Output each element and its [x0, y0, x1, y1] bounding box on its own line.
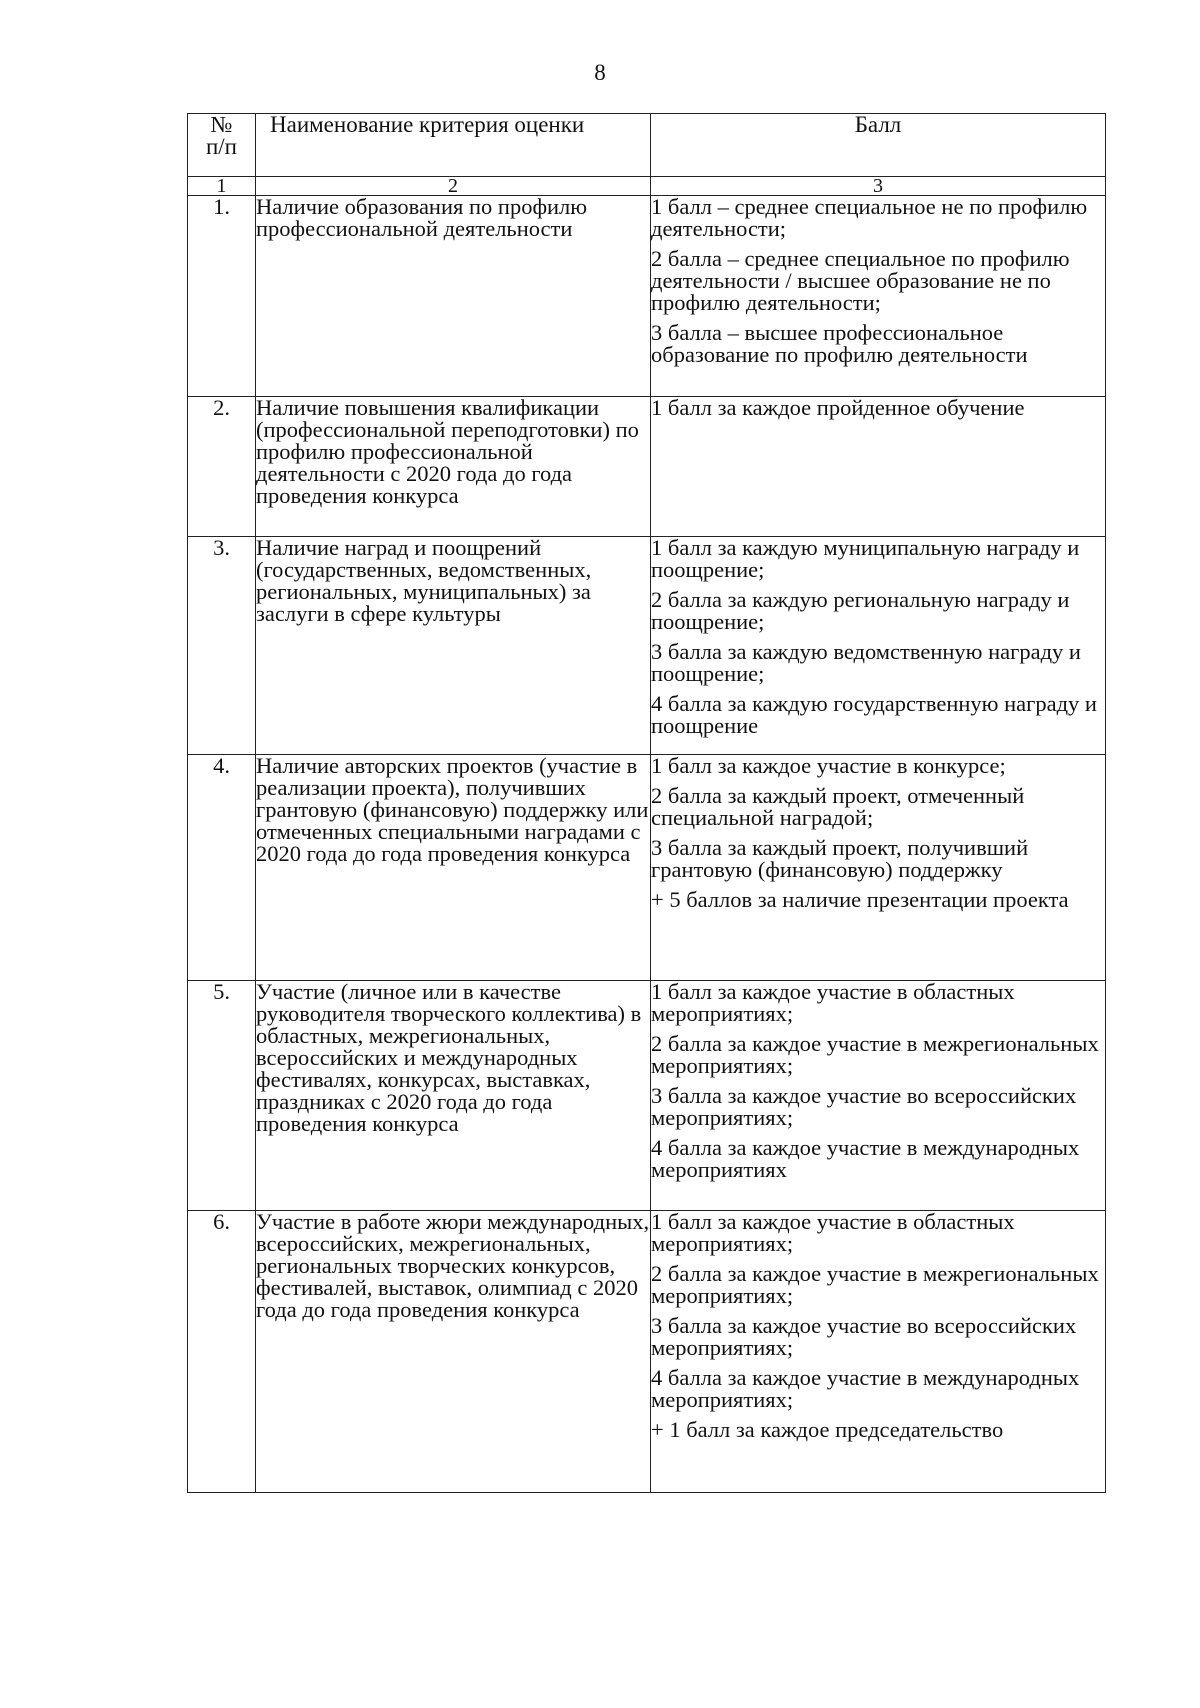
row-number: 1.: [188, 196, 256, 397]
score-cell: [651, 755, 1106, 981]
criterion-name: Наличие повышения квалификации (профессиональной переподготовки) по профилю профессиональной деятельности с 2020 года до года проведения конкурса: [256, 397, 651, 537]
score-cell: [651, 196, 1106, 397]
score-line: 1 балл за каждое участие в областных мероприятиях;: [651, 1209, 1015, 1256]
row-number: 3.: [188, 537, 256, 755]
score-line: 3 балла за каждое участие во всероссийских мероприятиях;: [651, 1313, 1077, 1360]
table-row: [188, 537, 1106, 755]
table-header-row: [188, 114, 1106, 177]
score-line: 1 балл за каждую муниципальную награду и поощрение;: [651, 535, 1080, 582]
header-score: Балл: [651, 114, 1106, 177]
score-line: 2 балла – среднее специальное по профилю деятельности / высшее образование не по профилю деятельности;: [651, 246, 1070, 315]
score-cell: [651, 537, 1106, 755]
row-number: 4.: [188, 755, 256, 981]
table-row: [188, 981, 1106, 1211]
row-number: 2.: [188, 397, 256, 537]
score-line: 4 балла за каждую государственную награду и поощрение: [651, 691, 1097, 738]
row-number: 5.: [188, 981, 256, 1211]
score-line: 2 балла за каждое участие в межрегиональных мероприятиях;: [651, 1261, 1099, 1308]
table-row: [188, 397, 1106, 537]
page-number: 8: [594, 60, 606, 85]
row-number: 6.: [188, 1211, 256, 1493]
table-row: [188, 755, 1106, 981]
criterion-name: Участие в работе жюри международных, всероссийских, межрегиональных, региональных творческих конкурсов, фестивалей, выставок, олимпиад с 2020 года до года проведения конкурса: [256, 1211, 651, 1493]
score-line: 3 балла за каждое участие во всероссийских мероприятиях;: [651, 1083, 1077, 1130]
score-cell: [651, 397, 1106, 537]
score-cell: [651, 1211, 1106, 1493]
table-row: [188, 196, 1106, 397]
score-line: 1 балл за каждое участие в конкурсе;: [651, 753, 1006, 778]
header-number: № п/п: [188, 114, 256, 177]
score-line: 2 балла за каждый проект, отмеченный специальной наградой;: [651, 783, 1025, 830]
score-line: 3 балла за каждую ведомственную награду и поощрение;: [651, 639, 1081, 686]
criterion-name: Участие (личное или в качестве руководителя творческого коллектива) в областных, межрегиональных, всероссийских и международных фестивалях, конкурсах, выставках, праздниках с 2020 года до года проведения конкурса: [256, 981, 651, 1211]
score-line: 1 балл за каждое участие в областных мероприятиях;: [651, 979, 1015, 1026]
column-number: 1: [188, 177, 256, 196]
score-cell: [651, 981, 1106, 1211]
criterion-name: Наличие наград и поощрений (государственных, ведомственных, региональных, муниципальных) за заслуги в сфере культуры: [256, 537, 651, 755]
criteria-table: [187, 113, 1106, 1493]
column-number-row: [188, 177, 1106, 196]
score-line: 3 балла – высшее профессиональное образование по профилю деятельности: [651, 320, 1028, 367]
header-criterion-name: Наименование критерия оценки: [256, 114, 651, 177]
score-line: 2 балла за каждую региональную награду и поощрение;: [651, 587, 1070, 634]
score-line: + 5 баллов за наличие презентации проекта: [651, 887, 1069, 912]
column-number: 3: [651, 177, 1106, 196]
criterion-name: Наличие авторских проектов (участие в реализации проекта), получивших грантовую (финансовую) поддержку или отмеченных специальными наградами с 2020 года до года проведения конкурса: [256, 755, 651, 981]
score-line: 2 балла за каждое участие в межрегиональных мероприятиях;: [651, 1031, 1099, 1078]
score-line: 3 балла за каждый проект, получивший грантовую (финансовую) поддержку: [651, 835, 1029, 882]
criterion-name: Наличие образования по профилю профессиональной деятельности: [256, 196, 651, 397]
score-line: 4 балла за каждое участие в международных мероприятиях;: [651, 1365, 1080, 1412]
score-line: 1 балл за каждое пройденное обучение: [651, 395, 1025, 420]
score-line: 1 балл – среднее специальное не по профилю деятельности;: [651, 194, 1088, 241]
score-line: 4 балла за каждое участие в международных мероприятиях: [651, 1135, 1080, 1182]
column-number: 2: [256, 177, 651, 196]
table-row: [188, 1211, 1106, 1493]
score-line: + 1 балл за каждое председательство: [651, 1417, 1004, 1442]
